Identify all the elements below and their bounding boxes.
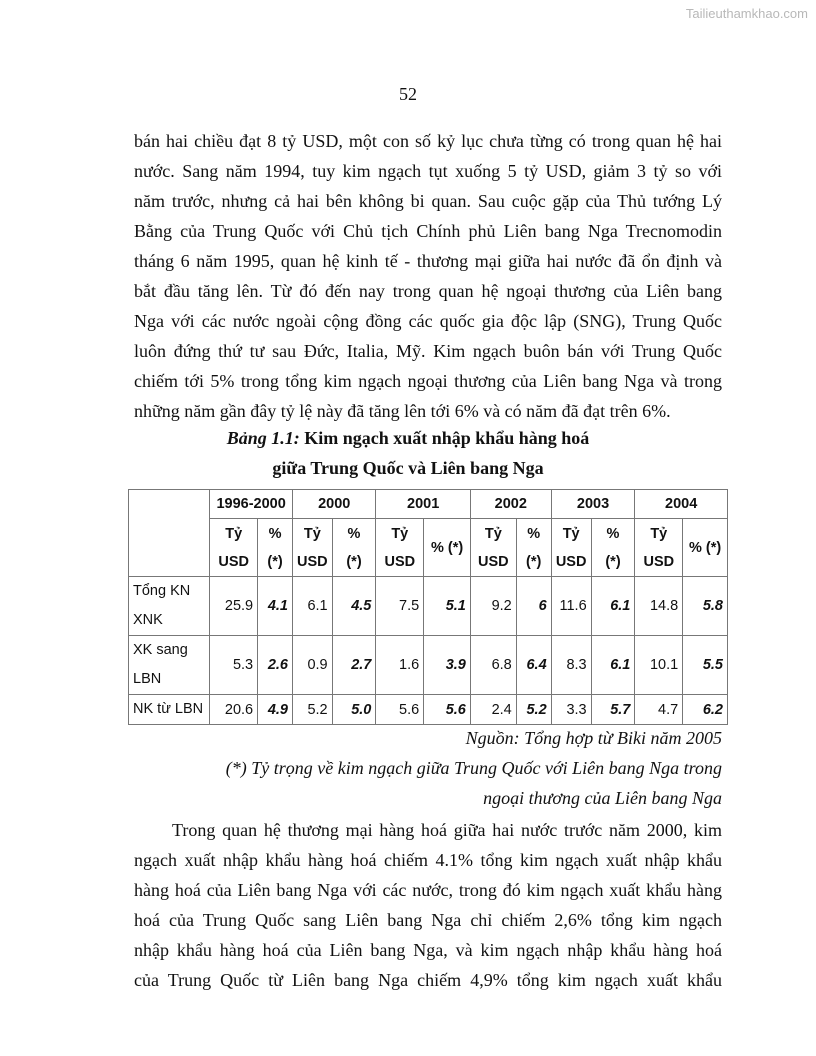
table-caption-label: Bảng 1.1: [226,428,300,448]
watermark: Tailieuthamkhao.com [685,6,808,21]
unit-header [635,519,683,577]
text-line: bán hai chiều đạt 8 tỷ USD, một con số kỷ lục chưa từng có trong quan hệ hai [134,131,722,151]
text-line: Nga với các nước ngoài cộng đồng các quốc gia độc lập (SNG), Trung Quốc [134,311,722,331]
table-cell: 6.1 [591,636,635,695]
unit-header [293,519,333,577]
table-cell: 9.2 [470,577,516,636]
unit-header-text: % [606,525,620,542]
table-cell: 4.5 [332,577,376,636]
unit-header-text: Tỷ [484,525,502,542]
table-row [129,577,728,636]
table-cell: 0.9 [293,636,333,695]
unit-header-text: Tỷ [562,525,580,542]
unit-header [332,519,376,577]
unit-header [258,519,293,577]
table-cell: 6.4 [516,636,551,695]
unit-header-text: (*) [346,553,362,570]
unit-header-text: % (*) [430,539,464,556]
unit-header-text: % (*) [688,539,722,556]
row-label [129,636,210,695]
table-note-line-1: (*) Tỷ trọng về kim ngạch giữa Trung Quốc với Liên bang Nga trong [225,758,722,778]
row-label-text: LBN [133,671,162,687]
unit-header [210,519,258,577]
row-label-text: Tổng KN [133,583,191,599]
table-cell: 1.6 [376,636,424,695]
text-line: nước. Sang năm 1994, tuy kim ngạch tụt xuống 5 tỷ USD, giảm 3 tỷ so với [134,161,722,181]
table-cell: 6 [516,577,551,636]
text-line: hoá của Trung Quốc sang Liên bang Nga chỉ chiếm 2,6% tổng kim ngạch [134,910,722,930]
table-cell: 5.7 [591,695,635,725]
table-cell: 11.6 [551,577,591,636]
table-cell: 2.7 [332,636,376,695]
table-header-units [129,519,728,577]
unit-header-text: USD [643,553,675,570]
text-line: của Trung Quốc từ Liên bang Nga chiếm 4,9% tổng kim ngạch xuất khẩu [134,970,722,990]
unit-header-text: % [527,525,541,542]
row-label-text: NK từ LBN [133,701,204,717]
table-cell: 5.8 [683,577,728,636]
year-header: 2004 [635,490,728,519]
text-line: ngạch xuất nhập khẩu hàng hoá chiếm 4.1% tổng kim ngạch xuất nhập khẩu [134,850,722,870]
row-label-text: XK sang [133,642,188,658]
unit-header-text: Tỷ [391,525,409,542]
year-header: 1996-2000 [210,490,293,519]
year-header: 2001 [376,490,471,519]
text-line: chiếm tới 5% trong tổng kim ngạch ngoại thương của Liên bang Nga và trong [134,371,722,391]
table-cell: 14.8 [635,577,683,636]
unit-header [591,519,635,577]
unit-header-text: (*) [526,553,542,570]
unit-header-text: Tỷ [650,525,668,542]
unit-header [424,519,471,577]
table-cell: 5.5 [683,636,728,695]
row-label [129,695,210,725]
year-header: 2000 [293,490,376,519]
page-number: 52 [399,84,417,104]
table-cell: 6.1 [293,577,333,636]
unit-header [470,519,516,577]
table-caption-title: Kim ngạch xuất nhập khẩu hàng hoá [299,428,590,448]
table-header-years [129,490,728,519]
text-line: luôn đứng thứ tư sau Đức, Italia, Mỹ. Kim ngạch buôn bán với Trung Quốc [134,341,722,361]
unit-header-text: % [347,525,361,542]
table-cell: 5.2 [516,695,551,725]
table-cell: 2.6 [258,636,293,695]
text-line: hàng hoá của Liên bang Nga với các nước, trong đó kim ngạch xuất khẩu hàng [134,880,722,900]
table-cell: 5.6 [376,695,424,725]
table-cell: 10.1 [635,636,683,695]
table-cell: 3.9 [424,636,471,695]
table-cell: 4.1 [258,577,293,636]
unit-header-text: USD [218,553,250,570]
text-line: những năm gần đây tỷ lệ này đã tăng lên tới 6% và có năm đã đạt trên 6%. [134,401,671,421]
table-source: Nguồn: Tổng hợp từ Biki năm 2005 [465,728,722,748]
unit-header [516,519,551,577]
unit-header-text: Tỷ [225,525,243,542]
table-cell: 5.2 [293,695,333,725]
unit-header-text: USD [555,553,587,570]
unit-header-text: USD [297,553,328,570]
trade-table [128,489,728,725]
row-label-text: XNK [133,612,163,628]
table-cell: 5.6 [424,695,471,725]
table-cell: 3.3 [551,695,591,725]
table-row [129,636,728,695]
unit-header [551,519,591,577]
unit-header-text: USD [384,553,416,570]
text-line: Trong quan hệ thương mại hàng hoá giữa hai nước trước năm 2000, kim [172,820,722,840]
table-row [129,695,728,725]
unit-header [376,519,424,577]
unit-header-text: USD [478,553,509,570]
unit-header-text: % [268,525,282,542]
table-cell: 5.3 [210,636,258,695]
table-cell: 2.4 [470,695,516,725]
table-corner-cell [129,490,210,577]
table-caption-line-1 [0,428,816,449]
table-caption-line-2: giữa Trung Quốc và Liên bang Nga [272,458,544,478]
table-cell: 25.9 [210,577,258,636]
table-cell: 5.1 [424,577,471,636]
text-line: nhập khẩu hàng hoá của Liên bang Nga, và kim ngạch nhập khẩu hàng hoá [134,940,722,960]
unit-header [683,519,728,577]
year-header: 2003 [551,490,635,519]
table-cell: 5.0 [332,695,376,725]
text-line: tháng 6 năm 1995, quan hệ kinh tế - thương mại giữa hai nước đã ổn định và [134,251,722,271]
table-cell: 8.3 [551,636,591,695]
table-cell: 7.5 [376,577,424,636]
table-cell: 4.7 [635,695,683,725]
table-cell: 6.8 [470,636,516,695]
text-line: Bằng của Trung Quốc với Chủ tịch Chính phủ Liên bang Nga Trecnomodin [134,221,722,241]
row-label [129,577,210,636]
text-line: năm trước, nhưng cả hai bên không bi quan. Sau cuộc gặp của Thủ tướng Lý [134,191,722,211]
table-cell: 6.2 [683,695,728,725]
unit-header-text: (*) [605,553,621,570]
year-header: 2002 [470,490,551,519]
unit-header-text: (*) [267,553,283,570]
table-cell: 6.1 [591,577,635,636]
table-cell: 20.6 [210,695,258,725]
table-note-line-2: ngoại thương của Liên bang Nga [483,788,722,808]
table-cell: 4.9 [258,695,293,725]
unit-header-text: Tỷ [303,525,321,542]
text-line: bắt đầu tăng lên. Từ đó đến nay trong quan hệ ngoại thương của Liên bang [134,281,722,301]
